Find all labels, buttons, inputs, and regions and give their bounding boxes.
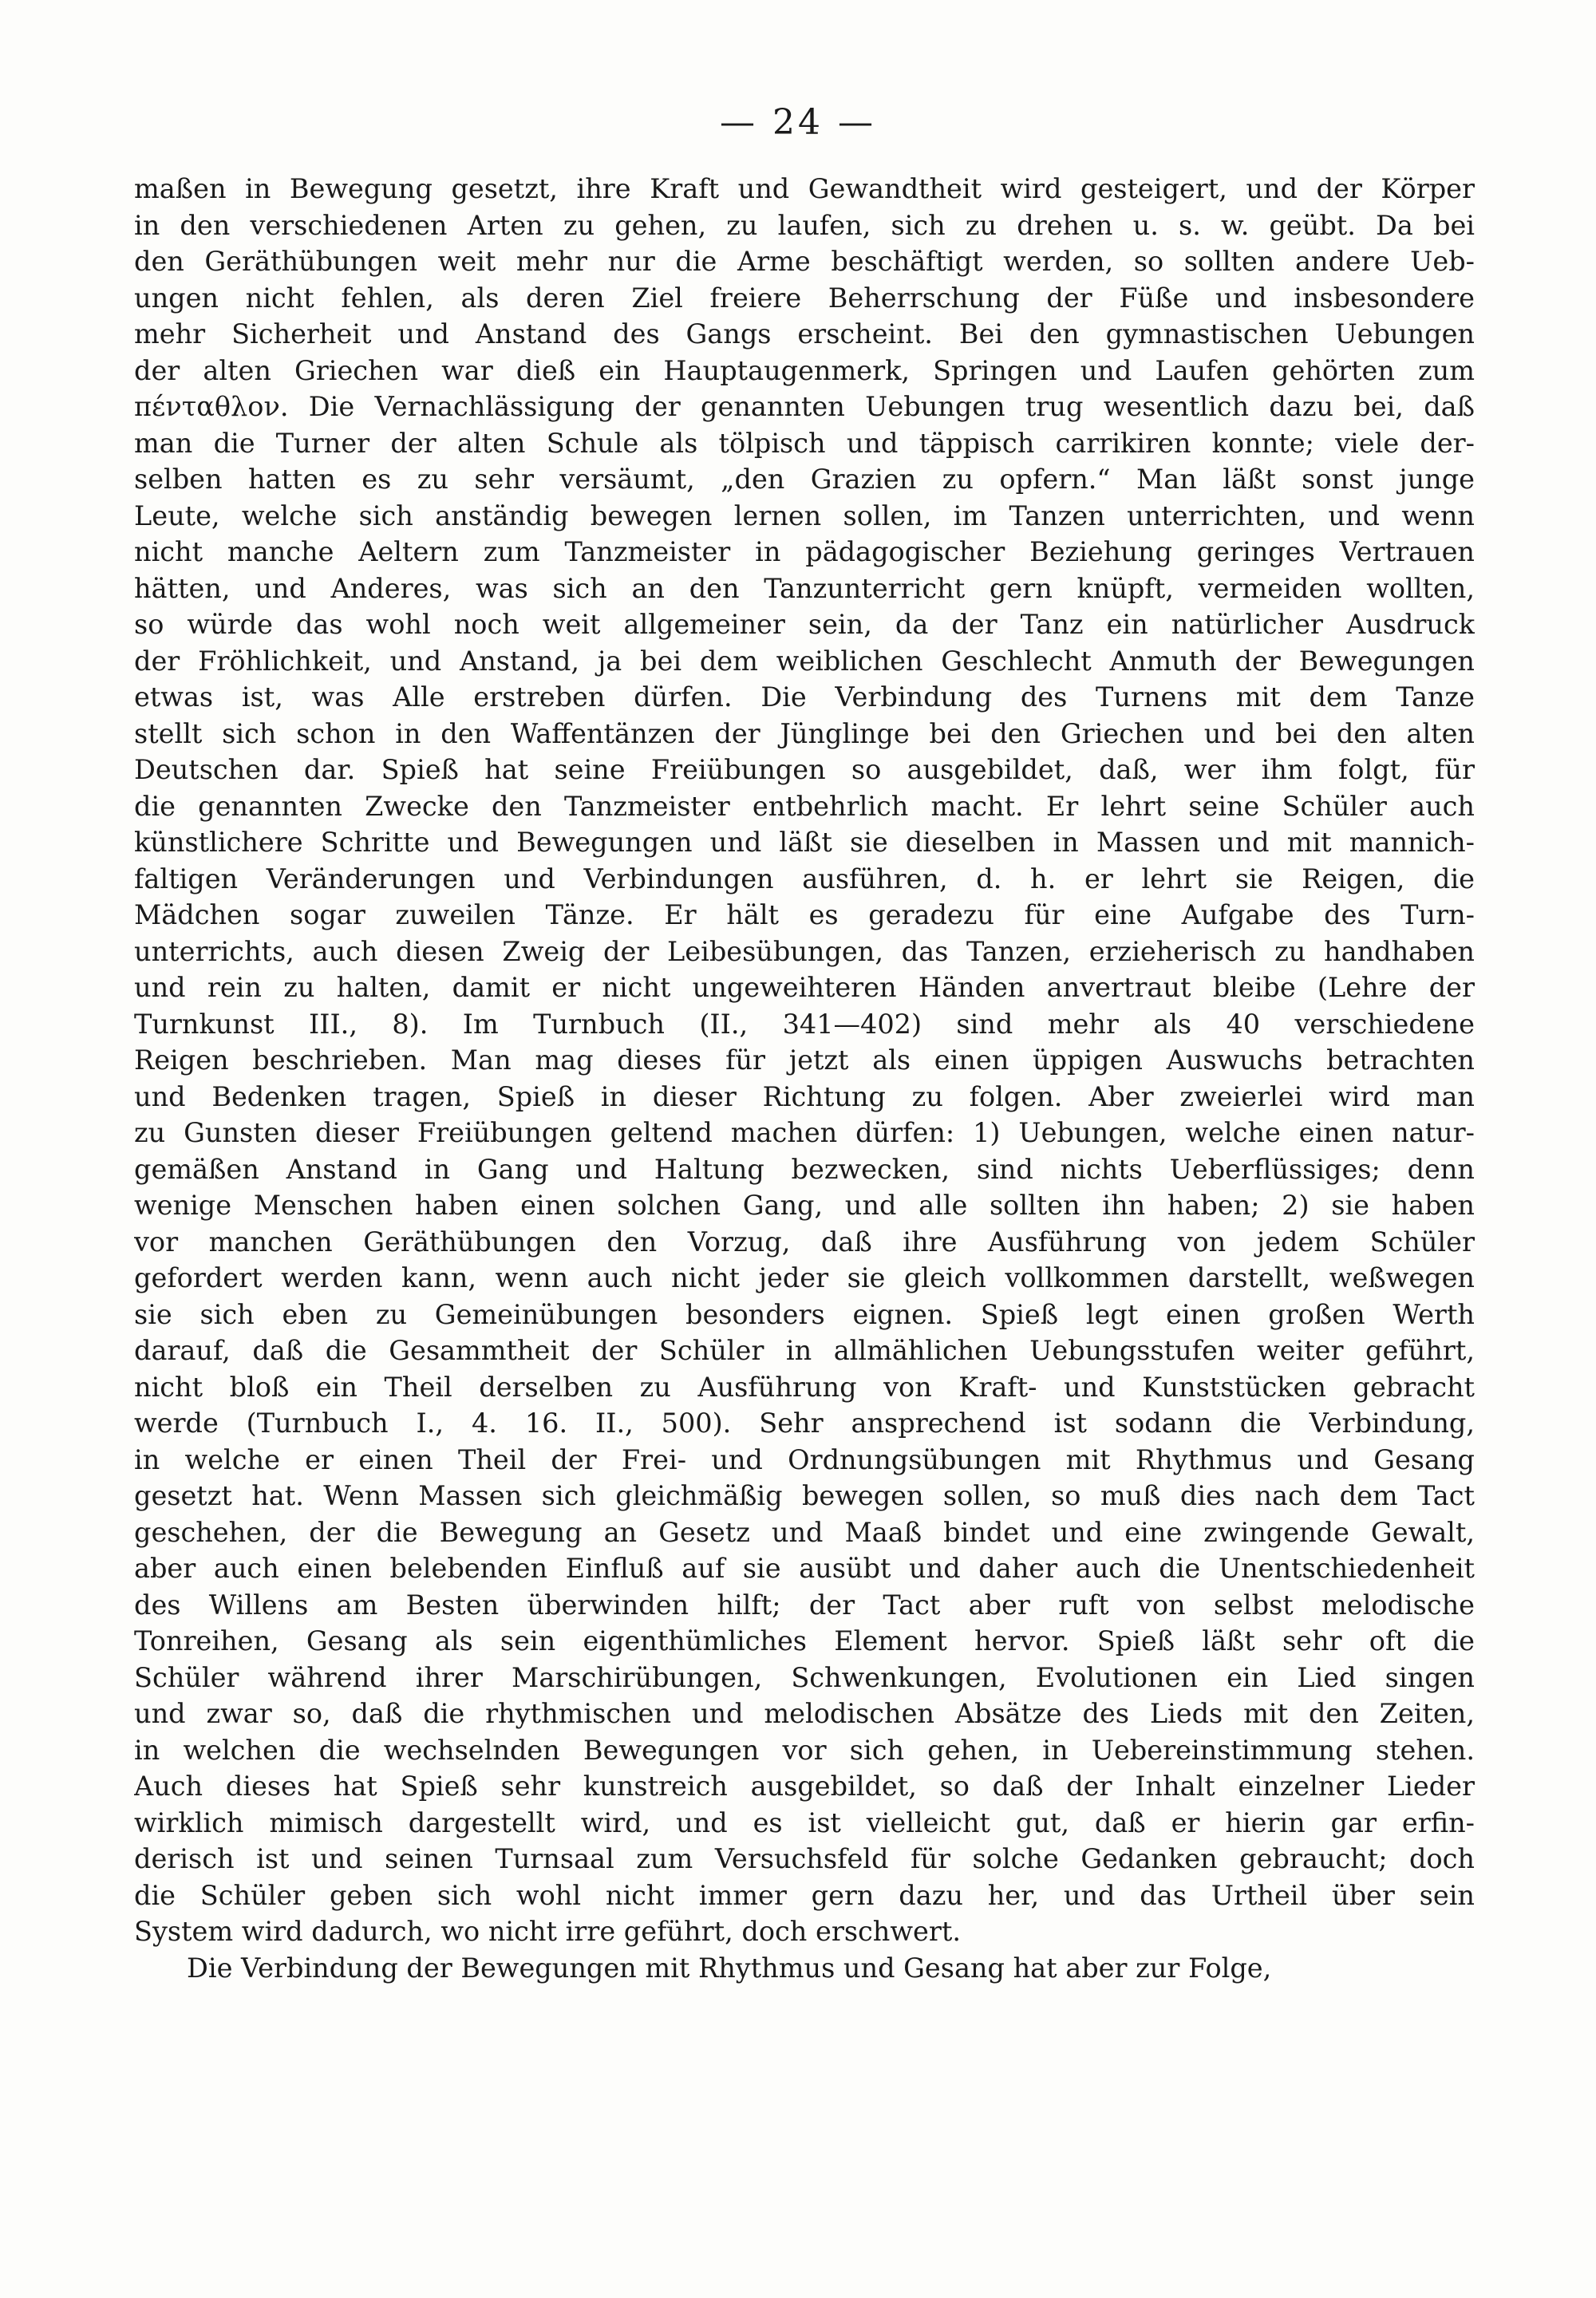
text-line: Mädchen sogar zuweilen Tänze. Er hält es geradezu für eine Aufgabe des Turn-: [134, 899, 1475, 930]
text-line: vor manchen Geräthübungen den Vorzug, daß ihre Ausführung von jedem Schüler: [134, 1226, 1475, 1258]
text-line: selben hatten es zu sehr versäumt, „den Grazien zu opfern.“ Man läßt sonst junge: [134, 464, 1475, 495]
text-line: die Schüler geben sich wohl nicht immer gern dazu her, und das Urtheil über sein: [134, 1879, 1475, 1911]
text-line: so würde das wohl noch weit allgemeiner sein, da der Tanz ein natürlicher Ausdruck: [134, 609, 1475, 640]
body-text: [134, 171, 1475, 1986]
text-line: der alten Griechen war dieß ein Hauptaugenmerk, Springen und Laufen gehörten zum: [134, 354, 1475, 386]
text-line: sie sich eben zu Gemeinübungen besonders eignen. Spieß legt einen großen Werth: [134, 1298, 1475, 1330]
text-line: unterrichts, auch diesen Zweig der Leibesübungen, das Tanzen, erzieherisch zu handhaben: [134, 935, 1475, 967]
text-line: Leute, welche sich anständig bewegen lernen sollen, im Tanzen unterrichten, und wenn: [134, 499, 1475, 531]
text-line: πένταθλον. Die Vernachlässigung der genannten Uebungen trug wesentlich dazu bei, daß: [134, 391, 1475, 422]
text-line: stellt sich schon in den Waffentänzen der Jünglinge bei den Griechen und bei den alten: [134, 717, 1475, 749]
text-line: der Fröhlichkeit, und Anstand, ja bei dem weiblichen Geschlecht Anmuth der Bewegungen: [134, 645, 1475, 677]
text-line: Auch dieses hat Spieß sehr kunstreich ausgebildet, so daß der Inhalt einzelner Lieder: [134, 1771, 1475, 1802]
text-line: in den verschiedenen Arten zu gehen, zu laufen, sich zu drehen u. s. w. geübt. Da bei: [134, 209, 1475, 241]
text-line: aber auch einen belebenden Einfluß auf sie ausübt und daher auch die Unentschiedenheit: [134, 1553, 1475, 1584]
text-line: Tonreihen, Gesang als sein eigenthümliches Element hervor. Spieß läßt sehr oft die: [134, 1625, 1475, 1656]
text-line: ungen nicht fehlen, als deren Ziel freiere Beherrschung der Füße und insbesondere: [134, 282, 1475, 314]
text-line: zu Gunsten dieser Freiübungen geltend machen dürfen: 1) Uebungen, welche einen natur-: [134, 1117, 1475, 1148]
text-line: künstlichere Schritte und Bewegungen und läßt sie dieselben in Massen und mit mannich-: [134, 827, 1475, 858]
text-line: Schüler während ihrer Marschirübungen, Schwenkungen, Evolutionen ein Lied singen: [134, 1661, 1475, 1693]
paragraph: [134, 1950, 1475, 1987]
text-line: werde (Turnbuch I., 4. 16. II., 500). Sehr ansprechend ist sodann die Verbindung,: [134, 1408, 1475, 1439]
text-line: man die Turner der alten Schule als tölpisch und täppisch carrikiren konnte; viele der-: [134, 427, 1475, 459]
text-line: und rein zu halten, damit er nicht ungeweihteren Händen anvertraut bleibe (Lehre der: [134, 972, 1475, 1003]
text-line: Deutschen dar. Spieß hat seine Freiübungen so ausgebildet, daß, wer ihm folgt, für: [134, 754, 1475, 785]
text-line: maßen in Bewegung gesetzt, ihre Kraft und Gewandtheit wird gesteigert, und der Körper: [134, 173, 1475, 204]
text-line: hätten, und Anderes, was sich an den Tanzunterricht gern knüpft, vermeiden wollten,: [134, 572, 1475, 604]
text-line: wenige Menschen haben einen solchen Gang, und alle sollten ihn haben; 2) sie haben: [134, 1190, 1475, 1221]
text-line: geschehen, der die Bewegung an Gesetz und Maaß bindet und eine zwingende Gewalt,: [134, 1516, 1475, 1548]
text-line: System wird dadurch, wo nicht irre geführt, doch erschwert.: [134, 1916, 961, 1947]
text-line: Die Verbindung der Bewegungen mit Rhythmus und Gesang hat aber zur Folge,: [187, 1952, 1272, 1984]
text-line: und Bedenken tragen, Spieß in dieser Richtung zu folgen. Aber zweierlei wird man: [134, 1080, 1475, 1112]
text-line: gemäßen Anstand in Gang und Haltung bezwecken, sind nichts Ueberflüssiges; denn: [134, 1153, 1475, 1185]
text-line: faltigen Veränderungen und Verbindungen ausführen, d. h. er lehrt sie Reigen, die: [134, 863, 1475, 894]
text-line: etwas ist, was Alle erstreben dürfen. Die Verbindung des Turnens mit dem Tanze: [134, 681, 1475, 713]
text-line: gesetzt hat. Wenn Massen sich gleichmäßig bewegen sollen, so muß dies nach dem Tact: [134, 1480, 1475, 1511]
text-line: in welche er einen Theil der Frei- und Ordnungsübungen mit Rhythmus und Gesang: [134, 1443, 1475, 1475]
text-line: und zwar so, daß die rhythmischen und melodischen Absätze des Lieds mit den Zeiten,: [134, 1698, 1475, 1729]
text-line: des Willens am Besten überwinden hilft; der Tact aber ruft von selbst melodische: [134, 1589, 1475, 1621]
text-line: gefordert werden kann, wenn auch nicht jeder sie gleich vollkommen darstellt, weßwegen: [134, 1262, 1475, 1293]
paragraph: [134, 171, 1475, 1950]
text-line: nicht bloß ein Theil derselben zu Ausführung von Kraft- und Kunststücken gebracht: [134, 1371, 1475, 1403]
text-line: die genannten Zwecke den Tanzmeister entbehrlich macht. Er lehrt seine Schüler auch: [134, 790, 1475, 822]
text-line: nicht manche Aeltern zum Tanzmeister in pädagogischer Beziehung geringes Vertrauen: [134, 536, 1475, 567]
page-number: — 24 —: [720, 102, 876, 143]
text-line: den Geräthübungen weit mehr nur die Arme beschäftigt werden, so sollten andere Ueb-: [134, 246, 1475, 277]
text-line: Turnkunst III., 8). Im Turnbuch (II., 341—402) sind mehr als 40 verschiedene: [134, 1008, 1475, 1040]
text-line: derisch ist und seinen Turnsaal zum Versuchsfeld für solche Gedanken gebraucht; doch: [134, 1843, 1475, 1874]
text-line: mehr Sicherheit und Anstand des Gangs erscheint. Bei den gymnastischen Uebungen: [134, 318, 1475, 349]
text-line: in welchen die wechselnden Bewegungen vor sich gehen, in Uebereinstimmung stehen.: [134, 1734, 1475, 1766]
text-line: Reigen beschrieben. Man mag dieses für jetzt als einen üppigen Auswuchs betrachten: [134, 1044, 1475, 1076]
text-line: wirklich mimisch dargestellt wird, und es ist vielleicht gut, daß er hierin gar erfin-: [134, 1806, 1475, 1838]
text-line: darauf, daß die Gesammtheit der Schüler in allmählichen Uebungsstufen weiter geführt,: [134, 1335, 1475, 1366]
